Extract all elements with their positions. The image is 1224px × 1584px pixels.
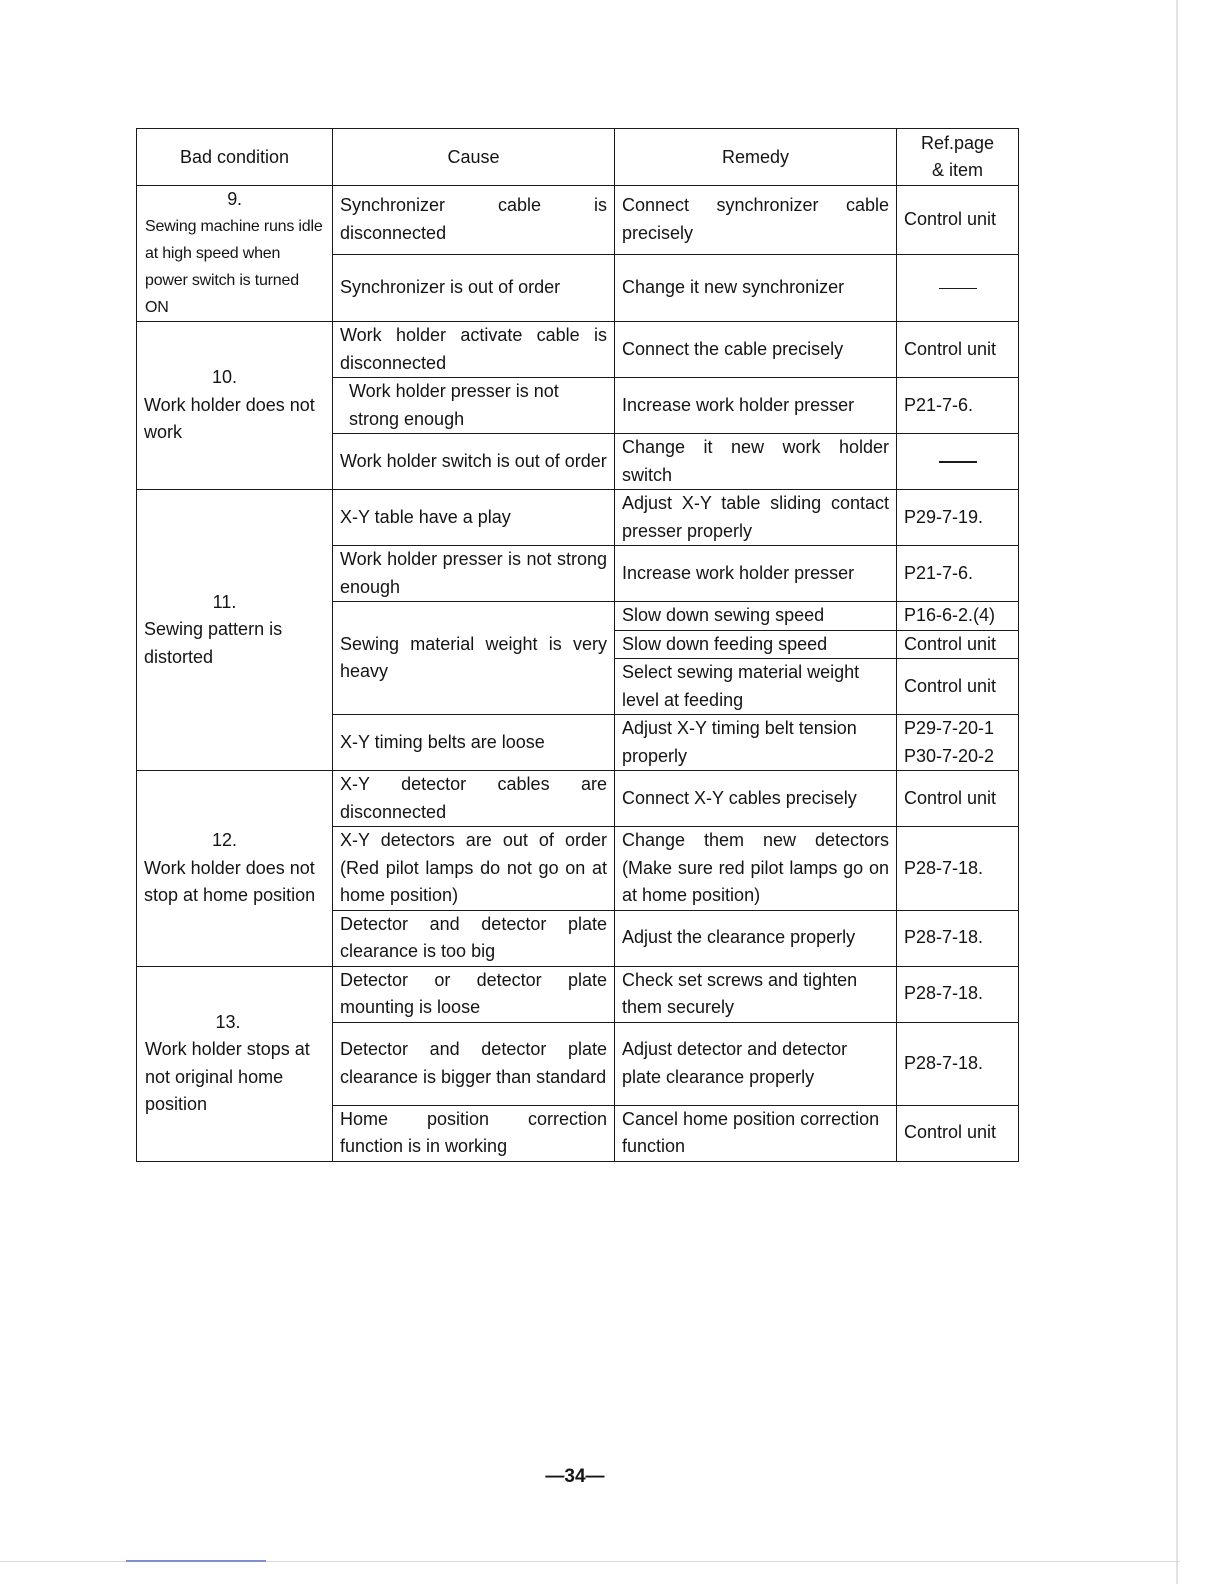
remedy-cell: Connect synchronizer cable precisely bbox=[615, 186, 897, 255]
remedy-cell: Adjust the clearance properly bbox=[615, 910, 897, 966]
ref-cell: P28-7-18. bbox=[897, 910, 1019, 966]
header-remedy: Remedy bbox=[615, 129, 897, 186]
ref-dash bbox=[939, 288, 977, 290]
header-cause: Cause bbox=[333, 129, 615, 186]
cause-cell: Detector and detector plate clearance is bigger than standard bbox=[333, 1022, 615, 1105]
ref-cell: P28-7-18. bbox=[897, 1022, 1019, 1105]
remedy-cell: Select sewing material weight level at feeding bbox=[615, 659, 897, 715]
ref-dash bbox=[939, 461, 977, 463]
page-number: —34— bbox=[545, 1466, 605, 1487]
ref-cell: P21-7-6. bbox=[897, 546, 1019, 602]
ref-cell: Control unit bbox=[897, 630, 1019, 659]
header-row bbox=[137, 129, 1019, 186]
condition-number: 10. bbox=[211, 367, 238, 388]
remedy-cell: Adjust X-Y table sliding contact presser properly bbox=[615, 490, 897, 546]
ref-cell: Control unit bbox=[897, 186, 1019, 255]
table-row bbox=[137, 771, 1019, 827]
ref-cell: Control unit bbox=[897, 1105, 1019, 1161]
cause-cell: X-Y table have a play bbox=[333, 490, 615, 546]
cause-cell: Work holder activate cable is disconnected bbox=[333, 322, 615, 378]
cause-cell: Detector or detector plate mounting is loose bbox=[333, 966, 615, 1022]
troubleshooting-table bbox=[136, 128, 1019, 1162]
condition-number: 11. bbox=[212, 591, 237, 612]
condition-text: Sewing machine runs idle at high speed when power switch is turned ON bbox=[145, 218, 323, 316]
header-ref-line2: & item bbox=[931, 160, 983, 180]
condition-number: 9. bbox=[227, 189, 242, 209]
ref-line2: P30-7-20-2 bbox=[904, 745, 995, 766]
condition-text: Work holder does not work bbox=[144, 394, 315, 443]
remedy-cell: Increase work holder presser bbox=[615, 378, 897, 434]
condition-cell bbox=[137, 490, 333, 771]
header-ref bbox=[897, 129, 1019, 186]
ref-cell: P28-7-18. bbox=[897, 827, 1019, 911]
condition-cell bbox=[137, 771, 333, 967]
cause-cell: Sewing material weight is very heavy bbox=[333, 602, 615, 715]
condition-number: 13. bbox=[215, 1011, 241, 1032]
cause-cell: Synchronizer cable is disconnected bbox=[333, 186, 615, 255]
condition-text: Work holder stops at not original home position bbox=[145, 1039, 310, 1114]
cause-cell: Home position correction function is in working bbox=[333, 1105, 615, 1161]
condition-number: 12. bbox=[211, 830, 238, 850]
ref-cell bbox=[897, 715, 1019, 771]
cause-cell: Work holder presser is not strong enough bbox=[333, 378, 615, 434]
ref-cell bbox=[897, 434, 1019, 490]
remedy-cell: Change it new synchronizer bbox=[615, 254, 897, 321]
cause-cell: Work holder presser is not strong enough bbox=[333, 546, 615, 602]
condition-cell bbox=[137, 966, 333, 1161]
page-edge-shadow bbox=[1176, 0, 1178, 1584]
condition-cell bbox=[137, 186, 333, 322]
ref-cell: Control unit bbox=[897, 659, 1019, 715]
ref-cell: P21-7-6. bbox=[897, 378, 1019, 434]
remedy-cell: Connect X-Y cables precisely bbox=[615, 771, 897, 827]
ref-line1: P29-7-20-1 bbox=[904, 718, 995, 738]
remedy-cell: Slow down feeding speed bbox=[615, 630, 897, 659]
remedy-cell: Cancel home position correction function bbox=[615, 1105, 897, 1161]
scan-bottom-mark bbox=[126, 1560, 266, 1562]
condition-cell bbox=[137, 322, 333, 490]
condition-text: Sewing pattern is distorted bbox=[144, 619, 283, 667]
ref-cell: P16-6-2.(4) bbox=[897, 602, 1019, 631]
ref-cell: Control unit bbox=[897, 771, 1019, 827]
remedy-cell: Check set screws and tighten them securely bbox=[615, 966, 897, 1022]
remedy-cell: Slow down sewing speed bbox=[615, 602, 897, 631]
cause-cell: X-Y timing belts are loose bbox=[333, 715, 615, 771]
condition-text: Work holder does not stop at home position bbox=[144, 857, 316, 905]
header-ref-line1: Ref.page bbox=[920, 133, 995, 153]
table-row bbox=[137, 966, 1019, 1022]
table-row bbox=[137, 490, 1019, 546]
cause-cell: Detector and detector plate clearance is too big bbox=[333, 910, 615, 966]
ref-cell: P29-7-19. bbox=[897, 490, 1019, 546]
remedy-cell: Connect the cable precisely bbox=[615, 322, 897, 378]
header-bad-condition: Bad condition bbox=[137, 129, 333, 186]
cause-cell: Work holder switch is out of order bbox=[333, 434, 615, 490]
ref-cell: Control unit bbox=[897, 322, 1019, 378]
cause-cell: X-Y detectors are out of order (Red pilot lamps do not go on at home position) bbox=[333, 827, 615, 911]
table-row bbox=[137, 186, 1019, 255]
remedy-cell: Increase work holder presser bbox=[615, 546, 897, 602]
ref-cell: P28-7-18. bbox=[897, 966, 1019, 1022]
cause-cell: X-Y detector cables are disconnected bbox=[333, 771, 615, 827]
remedy-cell: Change it new work holder switch bbox=[615, 434, 897, 490]
ref-cell bbox=[897, 254, 1019, 321]
remedy-cell: Change them new detectors (Make sure red pilot lamps go on at home position) bbox=[615, 827, 897, 911]
remedy-cell: Adjust detector and detector plate clearance properly bbox=[615, 1022, 897, 1105]
remedy-cell: Adjust X-Y timing belt tension properly bbox=[615, 715, 897, 771]
table-row bbox=[137, 322, 1019, 378]
cause-cell: Synchronizer is out of order bbox=[333, 254, 615, 321]
